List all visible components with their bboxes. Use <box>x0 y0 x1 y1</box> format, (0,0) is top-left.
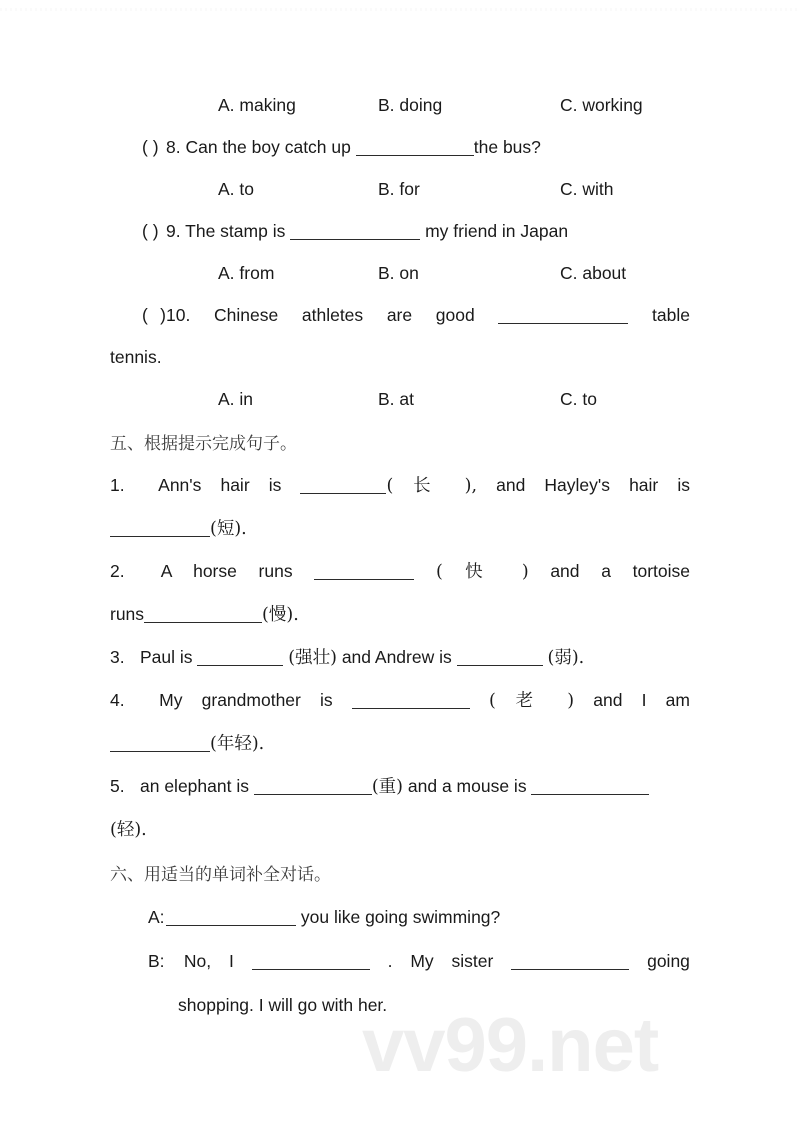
blank-dialogue-b2[interactable] <box>511 969 629 970</box>
question-9-text-after: my friend in Japan <box>425 221 569 241</box>
section-five-item-4-wrap <box>110 722 690 765</box>
scan-noise-artifact <box>0 8 800 11</box>
dialogue-speaker-a: A: <box>148 907 165 927</box>
item-2-wrap-hint: (慢). <box>262 605 299 625</box>
item-4-part2: and I am <box>593 690 690 710</box>
item-1-part1: Ann's hair is <box>158 475 282 495</box>
section-five-item-4 <box>110 679 690 722</box>
option-b-q9[interactable]: B. on <box>378 263 419 283</box>
item-4-wrap-hint: (年轻). <box>210 734 265 754</box>
section-five-item-3 <box>110 636 690 679</box>
section-five-item-2-wrap <box>110 593 690 636</box>
option-c-q8[interactable]: C. with <box>560 179 614 199</box>
blank-dialogue-a[interactable] <box>166 925 296 926</box>
item-4-hint1: ( 老 ) <box>488 691 575 711</box>
section-five-item-2 <box>110 550 690 593</box>
item-4-part1: My grandmother is <box>159 690 333 710</box>
dialogue-a-text-after: you like going swimming? <box>300 907 501 927</box>
item-5-part1: an elephant is <box>140 776 249 796</box>
question-10-text-after: table <box>652 305 690 325</box>
options-row-q10 <box>110 378 690 420</box>
item-2-part1: A horse runs <box>160 561 293 581</box>
item-2-hint1: ( 快 ) <box>435 562 529 582</box>
dialogue-b-text-mid: . My sister <box>387 951 494 971</box>
dialogue-line-a <box>110 895 690 939</box>
item-3-hint1: (强壮) <box>288 648 337 668</box>
question-8 <box>110 126 690 168</box>
question-9-text-before: The stamp is <box>185 221 286 241</box>
item-3-number: 3. <box>110 647 125 667</box>
blank-item-2-b[interactable] <box>144 622 262 623</box>
option-c-q7[interactable]: C. working <box>560 95 643 115</box>
answer-box-q9[interactable]: ( ) <box>142 221 159 241</box>
blank-item-1-b[interactable] <box>110 536 210 537</box>
section-six-heading: 六、用适当的单词补全对话。 <box>110 865 331 885</box>
section-five-heading: 五、根据提示完成句子。 <box>110 434 297 454</box>
option-a-q10[interactable]: A. in <box>218 389 254 409</box>
blank-item-3-a[interactable] <box>197 665 283 666</box>
section-five-item-1 <box>110 464 690 507</box>
item-5-wrap-hint: (轻). <box>110 820 147 840</box>
question-10 <box>110 294 690 336</box>
question-9-number: 9. <box>166 221 181 241</box>
section-five-item-5-wrap <box>110 808 690 851</box>
dialogue-b-continuation: shopping. I will go with her. <box>178 995 388 1015</box>
item-1-wrap-hint: (短). <box>210 519 247 539</box>
question-8-number: 8. <box>166 137 181 157</box>
option-b-q10[interactable]: B. at <box>378 389 414 409</box>
blank-dialogue-b1[interactable] <box>252 969 370 970</box>
option-b-q7[interactable]: B. doing <box>378 95 443 115</box>
item-3-part1: Paul is <box>140 647 193 667</box>
section-five-item-1-wrap <box>110 507 690 550</box>
option-b-q8[interactable]: B. for <box>378 179 420 199</box>
question-10-number: 10. <box>166 305 191 325</box>
options-row-q9 <box>110 252 690 294</box>
worksheet-content <box>110 84 690 1027</box>
option-a-q7[interactable]: A. making <box>218 95 296 115</box>
site-watermark: vv99.net <box>362 1003 659 1088</box>
answer-box-q10[interactable]: ( ) <box>142 305 166 325</box>
item-2-wrap-text: runs <box>110 604 145 624</box>
item-2-number: 2. <box>110 561 125 581</box>
option-c-q9[interactable]: C. about <box>560 263 627 283</box>
blank-item-5-b[interactable] <box>531 794 649 795</box>
blank-item-4-b[interactable] <box>110 751 210 752</box>
options-row-q7 <box>110 84 690 126</box>
blank-q10[interactable] <box>498 323 628 324</box>
item-4-number: 4. <box>110 690 125 710</box>
item-5-number: 5. <box>110 776 125 796</box>
item-1-hint1: ( 长 ), <box>386 476 478 496</box>
options-row-q8 <box>110 168 690 210</box>
dialogue-line-b <box>110 939 690 983</box>
blank-item-2-a[interactable] <box>314 579 414 580</box>
dialogue-b-text-before: No, I <box>183 951 234 971</box>
blank-q8[interactable] <box>356 155 474 156</box>
section-five-item-5 <box>110 765 690 808</box>
question-10-wrap: tennis. <box>110 347 162 367</box>
question-8-text-after: the bus? <box>473 137 541 157</box>
blank-item-4-a[interactable] <box>352 708 470 709</box>
item-3-part2: and Andrew is <box>341 647 452 667</box>
answer-box-q8[interactable]: ( ) <box>142 137 159 157</box>
question-8-text-before: Can the boy catch up <box>185 137 351 157</box>
blank-q9[interactable] <box>290 239 420 240</box>
option-a-q9[interactable]: A. from <box>218 263 275 283</box>
dialogue-b-text-after: going <box>647 951 690 971</box>
option-a-q8[interactable]: A. to <box>218 179 254 199</box>
item-5-part2: and a mouse is <box>407 776 527 796</box>
blank-item-1-a[interactable] <box>300 493 386 494</box>
question-9 <box>110 210 690 252</box>
blank-item-3-b[interactable] <box>457 665 543 666</box>
option-c-q10[interactable]: C. to <box>560 389 597 409</box>
dialogue-speaker-b: B: <box>148 951 165 971</box>
item-3-hint2: (弱). <box>547 648 585 668</box>
item-1-part2: and Hayley's hair is <box>496 475 690 495</box>
item-2-part2: and a tortoise <box>550 561 690 581</box>
item-5-hint1: (重) <box>371 777 404 797</box>
question-10-text-before: Chinese athletes are good <box>214 305 475 325</box>
item-1-number: 1. <box>110 475 125 495</box>
blank-item-5-a[interactable] <box>254 794 372 795</box>
